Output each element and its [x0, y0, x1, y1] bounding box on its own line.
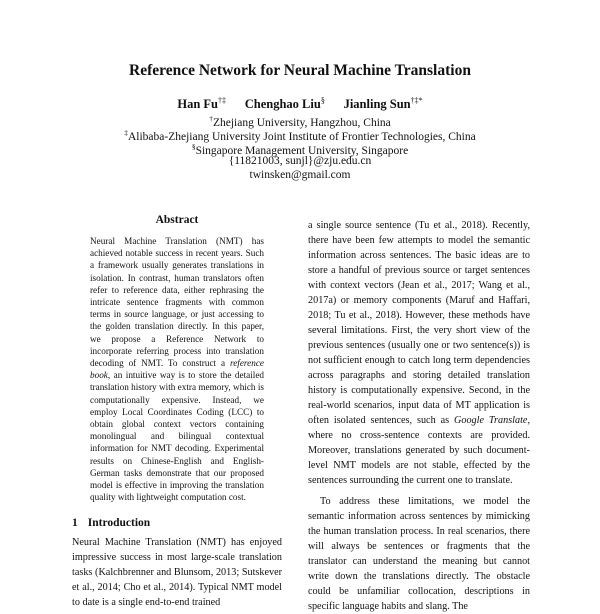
author-marks: § — [320, 96, 325, 105]
affiliation-text: Alibaba-Zhejiang University Joint Institute of Frontier Technologies, China — [127, 130, 476, 143]
body-paragraph: To address these limitations, we model the semantic information across sentences by mimicking the human translation process. In real scenarios, there will always be sentences or fragments that the translator can understand the meaning but cannot write down the translations directly. The obstacle could be unfamiliar collocation, descriptions in specific language habits and slang. The — [308, 496, 530, 612]
affiliation-text: Singapore Management University, Singapore — [195, 144, 409, 157]
intro-text: Neural Machine Translation (NMT) has enjoyed impressive success in most large-scale translation tasks (Kalchbrenner and Blunsom, 2013; Sutskever et al., 2014; Cho et al., 2014). Typical NMT model to date is a single end-to-end trained — [72, 537, 282, 609]
abstract-emphasis: reference book — [90, 358, 264, 381]
email: {11821003, sunjl}@zju.edu.cn — [228, 155, 372, 167]
paper-title: Reference Network for Neural Machine Translation — [129, 62, 471, 79]
paragraph-emphasis: Google Translate — [454, 415, 528, 426]
affiliation-mark: ‡ — [124, 128, 128, 137]
author-list — [0, 96, 600, 112]
affiliation-mark: † — [209, 114, 213, 123]
email: twinsken@gmail.com — [249, 169, 351, 181]
abstract-text — [90, 235, 264, 503]
author-marks: †‡* — [410, 96, 423, 105]
body-paragraph — [308, 218, 530, 488]
paragraph-part: , where no cross-sentence contexts are provided. Moreover, translations generated by such document-level NMT models are not stable, effected by the sentences surrounding the current one to translate. — [308, 415, 530, 486]
abstract-part: Neural Machine Translation (NMT) has achieved notable success in recent years. Such a framework usually generates translations in isolation. In contrast, human translators often refer to reference data, either rephrasing the intricate sentence fragments with common terms in source language, or just accessing to the golden translation directly. In this paper, we propose a Reference Network to incorporate referring process into translation decoding of NMT. To construct a — [90, 236, 264, 369]
author-name: Chenghao Liu — [244, 97, 321, 112]
right-column — [308, 214, 530, 614]
paragraph-part: a single source sentence (Tu et al., 2018). Recently, there have been few attempts to model the semantic information across sentences. The basic ideas are to store a handful of previous source or target sentences with context vectors (Jean et al., 2017; Wang et al., 2017a) or memory components (Maruf and Haffari, 2018; Tu et al., 2018). However, these methods have several limitations. First, the very short view of the previous sentences (usually one or two sentence(s)) is not sufficient enough to catch long term dependencies across paragraphs and storing detailed translation history is computationally expensive. Second, in the real-world scenarios, input data of MT application is often isolated sentences, such as — [308, 220, 530, 426]
author-name: Han Fu — [177, 97, 218, 112]
affiliation-text: Zhejiang University, Hangzhou, China — [212, 116, 391, 129]
abstract-heading: Abstract — [155, 214, 199, 226]
affiliation-mark: § — [191, 142, 196, 151]
left-column — [72, 214, 282, 610]
author-marks: †‡ — [218, 96, 226, 105]
author-name: Jianling Sun — [343, 97, 411, 112]
section-heading — [72, 517, 282, 529]
section-number: 1 — [72, 517, 78, 530]
abstract-part: , an intuitive way is to store the detailed translation history with extra memory, which is computationally expensive. Instead, we employ Local Coordinates Coding (LCC) to obtain global context vectors containing monolingual and bilingual contextual information for NMT decoding. Experimental results on Chinese-English and English-German tasks demonstrate that our proposed model is effective in improving the translation quality with lightweight computation cost. — [90, 370, 264, 503]
section-title: Introduction — [87, 517, 151, 530]
